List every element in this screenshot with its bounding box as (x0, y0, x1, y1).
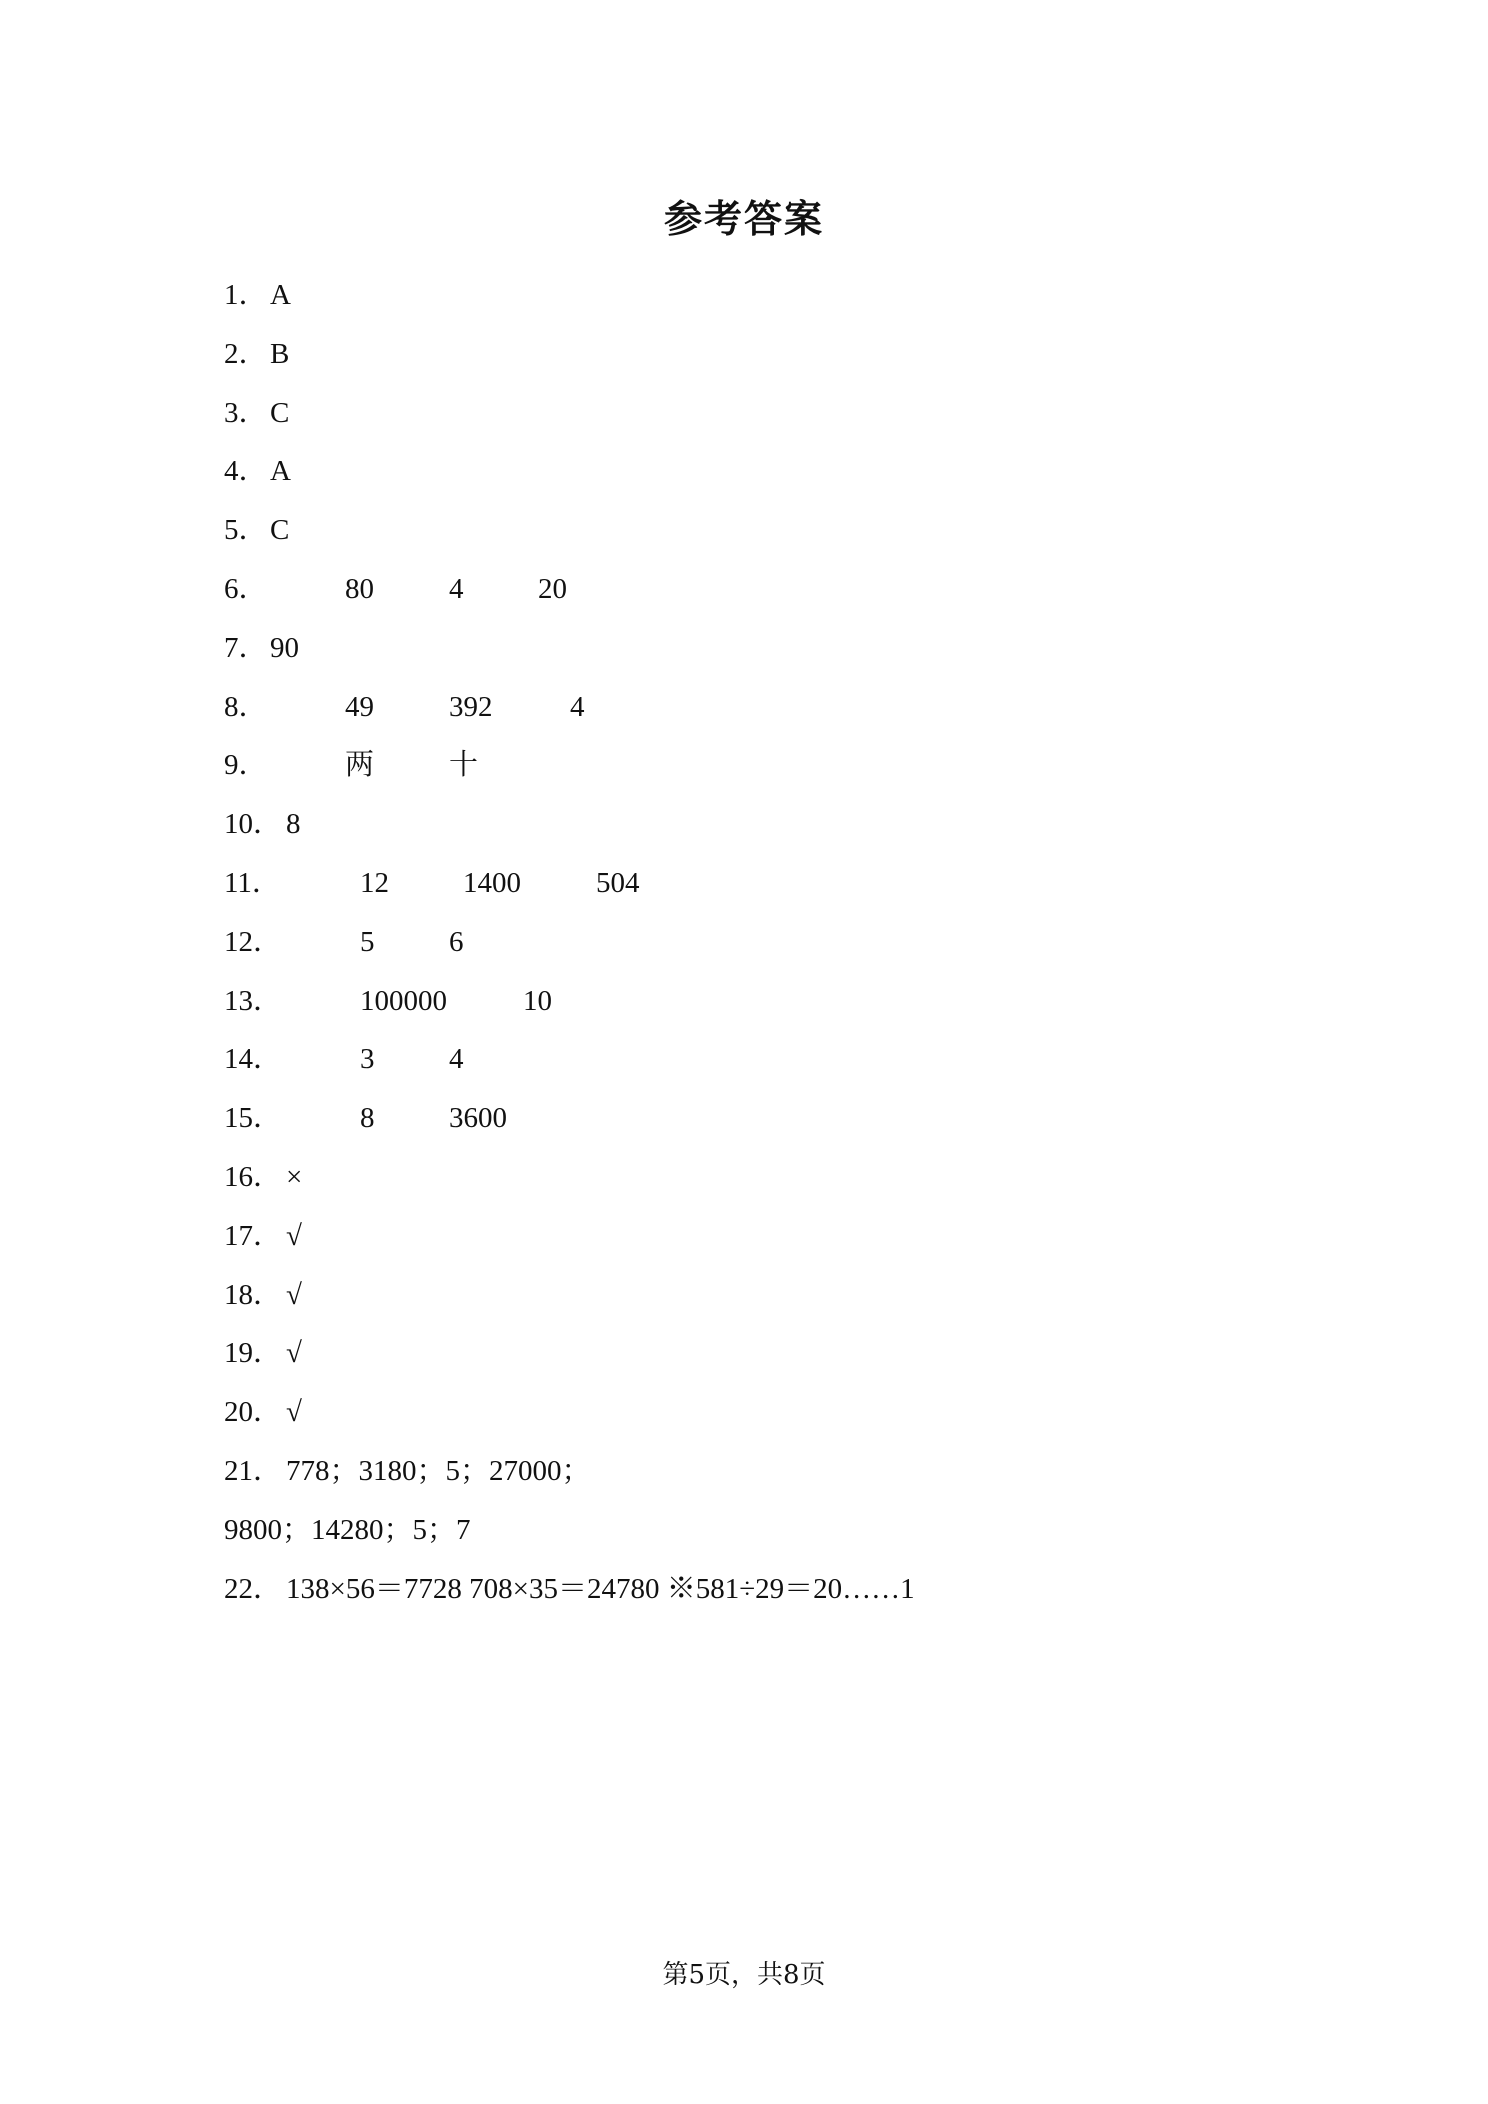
answer-number: 16． (224, 1160, 283, 1193)
answer-value: √ (286, 1337, 302, 1370)
answer-number: 15． (224, 1102, 283, 1135)
answer-value: 49 (345, 690, 374, 723)
answer-value: 5 (360, 925, 375, 958)
answer-number: 5． (224, 514, 268, 547)
answer-row (0, 1324, 1488, 1383)
answer-list (0, 266, 1488, 1618)
answer-number: 14． (224, 1043, 283, 1076)
answer-row (0, 972, 1488, 1031)
answer-row (0, 1560, 1488, 1619)
answer-number: 12． (224, 925, 283, 958)
answer-row (0, 1442, 1488, 1501)
answer-value: 778；3180；5；27000； (286, 1454, 591, 1487)
answer-value: √ (286, 1396, 302, 1429)
answer-value: 504 (596, 866, 640, 899)
answer-value: 4 (449, 572, 464, 605)
answer-number: 17． (224, 1219, 283, 1252)
answer-value: 6 (449, 925, 464, 958)
answer-row (0, 795, 1488, 854)
answer-row (0, 384, 1488, 443)
answer-row (0, 560, 1488, 619)
answer-row (0, 678, 1488, 737)
answer-row (0, 501, 1488, 560)
answer-value: 两 (345, 749, 375, 782)
answer-value: 10 (523, 984, 552, 1017)
answer-row-continuation (0, 1501, 1488, 1560)
answer-value: 138×56＝7728 708×35＝24780 ※581÷29＝20……1 (286, 1572, 915, 1605)
answer-value: C (270, 396, 290, 429)
answer-number: 3． (224, 396, 268, 429)
answer-number: 7． (224, 631, 268, 664)
answer-number: 20． (224, 1396, 283, 1429)
page-title: 参考答案 (663, 197, 824, 241)
answer-value: √ (286, 1278, 302, 1311)
answer-row (0, 1030, 1488, 1089)
answer-value: 90 (270, 631, 299, 664)
answer-value: 80 (345, 572, 374, 605)
answer-row (0, 325, 1488, 384)
answer-row (0, 1148, 1488, 1207)
answer-value: × (286, 1160, 303, 1193)
answer-number: 4． (224, 455, 268, 488)
answer-value: A (270, 279, 291, 311)
answer-row (0, 1089, 1488, 1148)
answer-number: 8． (224, 690, 268, 723)
answer-number: 10． (224, 808, 283, 841)
answer-value: 9800；14280；5；7 (224, 1513, 471, 1546)
answer-row (0, 266, 1488, 325)
answer-value: C (270, 514, 290, 547)
answer-row (0, 854, 1488, 913)
answer-number: 22． (224, 1572, 283, 1605)
answer-value: 100000 (360, 984, 447, 1017)
answer-row (0, 1383, 1488, 1442)
answer-value: √ (286, 1219, 302, 1252)
answer-value: 8 (360, 1102, 375, 1135)
answer-value: 392 (449, 690, 493, 723)
answer-number: 13． (224, 984, 283, 1017)
answer-value: 20 (538, 572, 567, 605)
answer-number: 18． (224, 1278, 283, 1311)
answer-row (0, 1207, 1488, 1266)
answer-row (0, 442, 1488, 501)
answer-value: 4 (570, 690, 585, 723)
answer-number: 1． (224, 279, 268, 311)
answer-number: 11． (224, 866, 281, 899)
answer-value: 十 (449, 749, 479, 782)
answer-number: 9． (224, 749, 268, 782)
answer-number: 19． (224, 1337, 283, 1370)
answer-row (0, 913, 1488, 972)
answer-value: A (270, 455, 291, 488)
answer-value: 1400 (463, 866, 521, 899)
page-footer: 第5页，共8页 (662, 1960, 826, 1990)
answer-value: 3600 (449, 1102, 507, 1135)
answer-value: 3 (360, 1043, 375, 1076)
answer-row (0, 1266, 1488, 1325)
answer-value: 4 (449, 1043, 464, 1076)
answer-number: 21． (224, 1454, 283, 1487)
answer-number: 6． (224, 572, 268, 605)
answer-row (0, 736, 1488, 795)
answer-value: 8 (286, 808, 301, 841)
answer-number: 2． (224, 337, 268, 370)
answer-value: 12 (360, 866, 389, 899)
answer-row (0, 619, 1488, 678)
answer-value: B (270, 337, 290, 370)
